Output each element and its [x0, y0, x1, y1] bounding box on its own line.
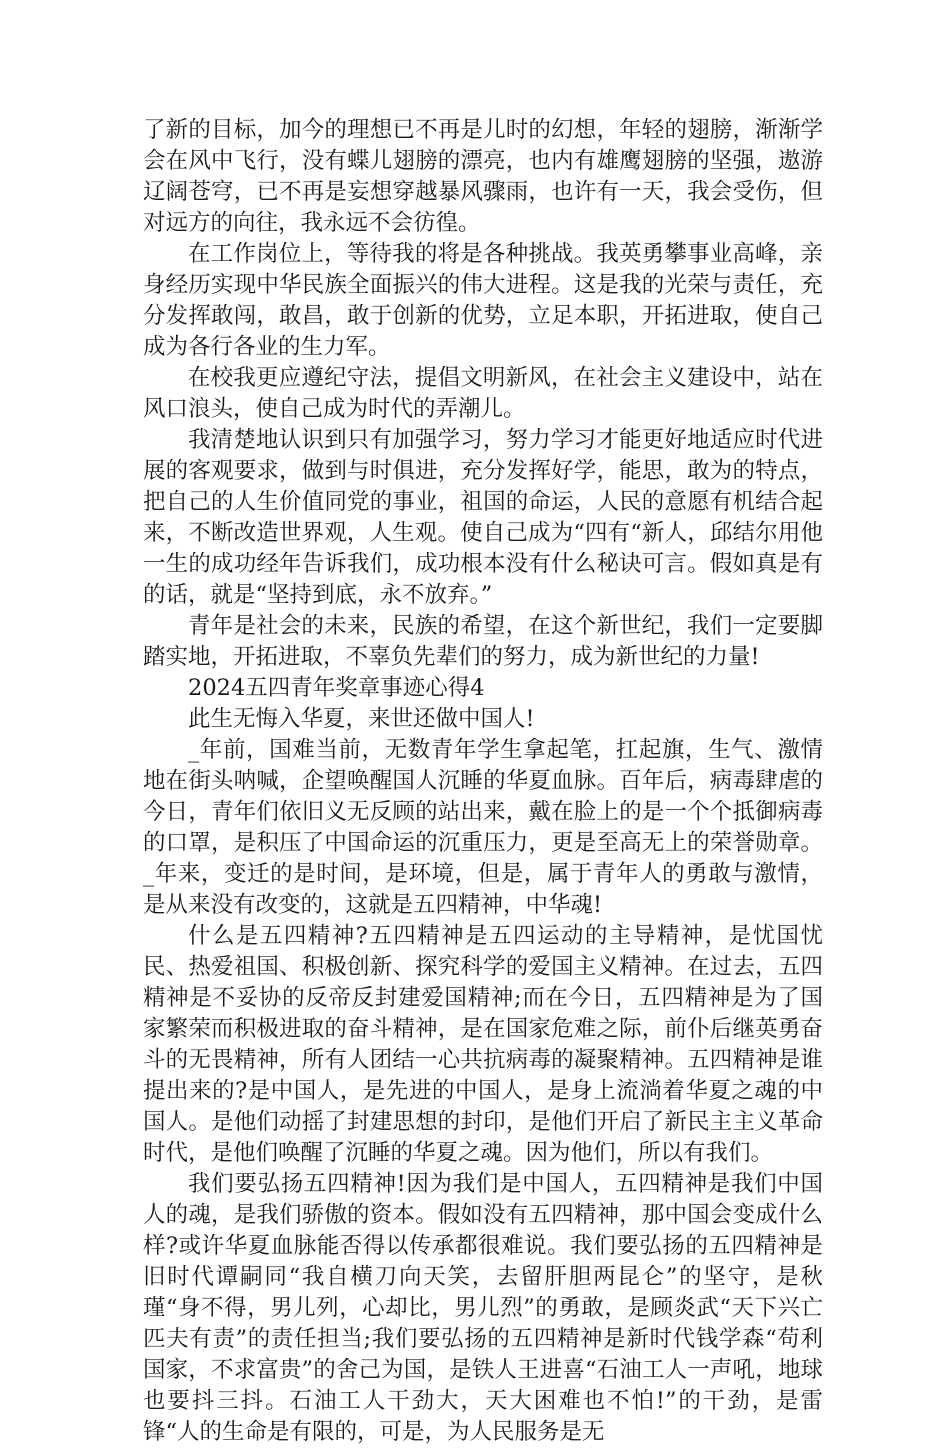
paragraph-5: 青年是社会的未来，民族的希望，在这个新世纪，我们一定要脚踏实地，开拓进取，不辜负先辈们的努力，成为新世纪的力量!	[143, 613, 823, 670]
paragraph-1: 了新的目标，加今的理想已不再是儿时的幻想，年轻的翅膀，渐渐学会在风中飞行，没有蝶儿翅膀的漂亮，也内有雄鹰翅膀的坚强，遨游辽阔苍穹，已不再是妄想穿越暴风骤雨，也许有一天，我会受伤，但对远方的向往，我永远不会彷徨。	[143, 117, 823, 236]
paragraph-4: 我清楚地认识到只有加强学习，努力学习才能更好地适应时代进展的客观要求，做到与时俱进，充分发挥好学，能思，敢为的特点，把自己的人生价值同党的事业，祖国的命运，人民的意愿有机结合起来，不断改造世界观，人生观。使自己成为“四有“新人，邱结尔用他一生的成功经年告诉我们，成功根本没有什么秘诀可言。假如真是有的话，就是“坚持到底，永不放弃。”	[143, 427, 823, 608]
paragraph-6: _年前，国难当前，无数青年学生拿起笔，扛起旗，生气、激情地在街头呐喊，企望唤醒国人沉睡的华夏血脉。百年后，病毒肆虐的今日，青年们依旧义无反顾的站出来，戴在脸上的是一个个抵御病毒的口罩，是积压了中国命运的沉重压力，更是至高无上的荣誉勋章。_年来，变迁的是时间，是环境，但是，属于青年人的勇敢与激情，是从来没有改变的，这就是五四精神，中华魂!	[143, 737, 823, 918]
document-body	[143, 115, 823, 1448]
paragraph-3: 在校我更应遵纪守法，提倡文明新风，在社会主义建设中，站在风口浪头，使自己成为时代的弄潮儿。	[143, 365, 823, 422]
section-subheading: 此生无悔入华夏，来世还做中国人!	[188, 706, 535, 732]
paragraph-8: 我们要弘扬五四精神!因为我们是中国人，五四精神是我们中国人的魂，是我们骄傲的资本。假如没有五四精神，那中国会变成什么样?或许华夏血脉能否得以传承都很难说。我们要弘扬的五四精神是旧时代谭嗣同“我自横刀向天笑，去留肝胆两昆仑”的坚守，是秋瑾“身不得，男儿列，心却比，男儿烈”的勇敢，是顾炎武“天下兴亡匹夫有责”的责任担当;我们要弘扬的五四精神是新时代钱学森“苟利国家，不求富贵”的舍己为国，是铁人王进喜“石油工人一声吼，地球也要抖三抖。石油工人干劲大，天大困难也不怕!”的干劲，是雷锋“人的生命是有限的，可是，为人民服务是无	[143, 1171, 823, 1445]
section-heading: 2024五四青年奖章事迹心得4	[188, 675, 485, 701]
paragraph-7: 什么是五四精神?五四精神是五四运动的主导精神，是忧国忧民、热爱祖国、积极创新、探究科学的爱国主义精神。在过去，五四精神是不妥协的反帝反封建爱国精神;而在今日，五四精神是为了国家繁荣而积极进取的奋斗精神，是在国家危难之际，前仆后继英勇奋斗的无畏精神，所有人团结一心共抗病毒的凝聚精神。五四精神是谁提出来的?是中国人，是先进的中国人，是身上流淌着华夏之魂的中国人。是他们动摇了封建思想的封印，是他们开启了新民主主义革命时代，是他们唤醒了沉睡的华夏之魂。因为他们，所以有我们。	[143, 923, 823, 1166]
paragraph-2: 在工作岗位上，等待我的将是各种挑战。我英勇攀事业高峰，亲身经历实现中华民族全面振兴的伟大进程。这是我的光荣与责任，充分发挥敢闯，敢昌，敢于创新的优势，立足本职，开拓进取，使自己成为各行各业的生力军。	[143, 241, 823, 360]
